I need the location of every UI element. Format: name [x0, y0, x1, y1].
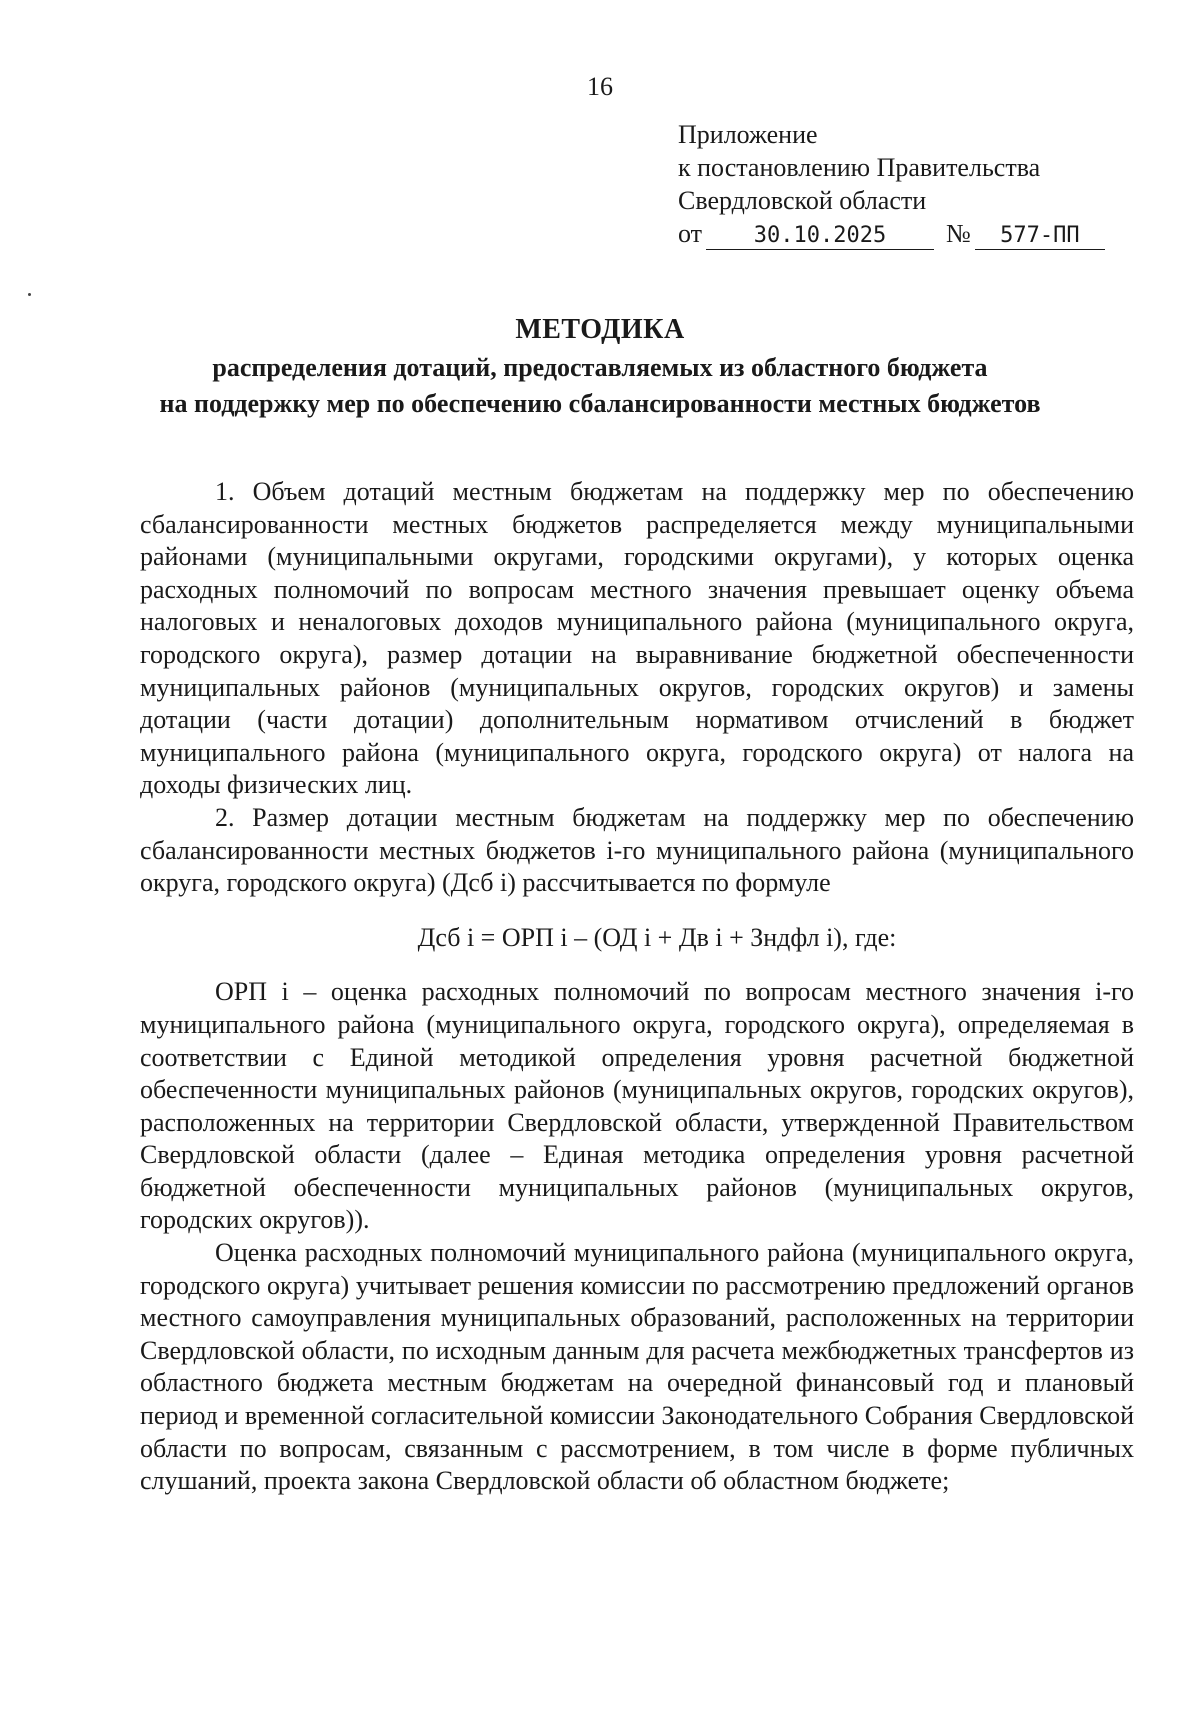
formula: Дсб i = ОРП i – (ОД i + Дв i + Зндфл i), где:: [417, 922, 897, 952]
document-body: [140, 476, 1134, 1498]
scan-speck: [28, 293, 31, 296]
approval-line-region: Свердловской области: [678, 186, 927, 215]
approval-line-appendix: Приложение: [678, 120, 818, 149]
paragraph-4: Оценка расходных полномочий муниципального района (муниципального округа, городского округа) учитывает решения комиссии по рассмотрению предложений органов местного самоуправления муниципальных образований, расположенных на территории Свердловской области, по исходным данным для расчета межбюджетных трансфертов из областного бюджета местным бюджетам на очередной финансовый год и плановый период и временной согласительной комиссии Законодательного Собрания Свердловской области по вопросам, связанным с рассмотрением, в том числе в форме публичных слушаний, проекта закона Свердловской области об областном бюджете;: [140, 1238, 1134, 1496]
date-prefix: от: [678, 219, 703, 248]
title-main: МЕТОДИКА: [515, 314, 685, 345]
document-number: 577-ПП: [975, 223, 1105, 250]
approval-date-number-line: [678, 217, 1138, 250]
approval-line-resolution: к постановлению Правительства: [678, 153, 1041, 182]
paragraph-2: 2. Размер дотации местным бюджетам на поддержку мер по обеспечению сбалансированности местных бюджетов i-го муниципального района (муниципального округа, городского округа) (Дсб i) рассчитывается по формуле: [140, 802, 1134, 898]
title-subtitle-line-1: распределения дотаций, предоставляемых из областного бюджета: [212, 353, 988, 382]
number-prefix: №: [946, 219, 971, 248]
title-subtitle-line-2: на поддержку мер по обеспечению сбалансированности местных бюджетов: [159, 389, 1041, 418]
document-title: [0, 310, 1200, 422]
paragraph-definition-orp: ОРП i – оценка расходных полномочий по вопросам местного значения i-го муниципального района (муниципального округа, городского округа), определяемая в соответствии с Единой методикой определения уровня расчетной бюджетной обеспеченности муниципальных районов (муниципальных округов, городских округов), расположенных на территории Свердловской области, утвержденной Правительством Свердловской области (далее – Единая методика определения уровня расчетной бюджетной обеспеченности муниципальных районов (муниципальных округов, городских округов)).: [140, 977, 1134, 1235]
approval-block: [678, 118, 1138, 250]
date-value: 30.10.2025: [706, 223, 934, 250]
paragraph-1: 1. Объем дотаций местным бюджетам на поддержку мер по обеспечению сбалансированности местных бюджетов распределяется между муниципальными районами (муниципальными округами, городскими округами), у которых оценка расходных полномочий по вопросам местного значения превышает оценку объема налоговых и неналоговых доходов муниципального района (муниципального округа, городского округа), размер дотации на выравнивание бюджетной обеспеченности муниципальных районов (муниципальных округов, городских округов) и замены дотации (части дотации) дополнительным нормативом отчислений в бюджет муниципального района (муниципального округа, городского округа) от налога на доходы физических лиц.: [140, 477, 1134, 800]
page-number: 16: [587, 72, 613, 101]
